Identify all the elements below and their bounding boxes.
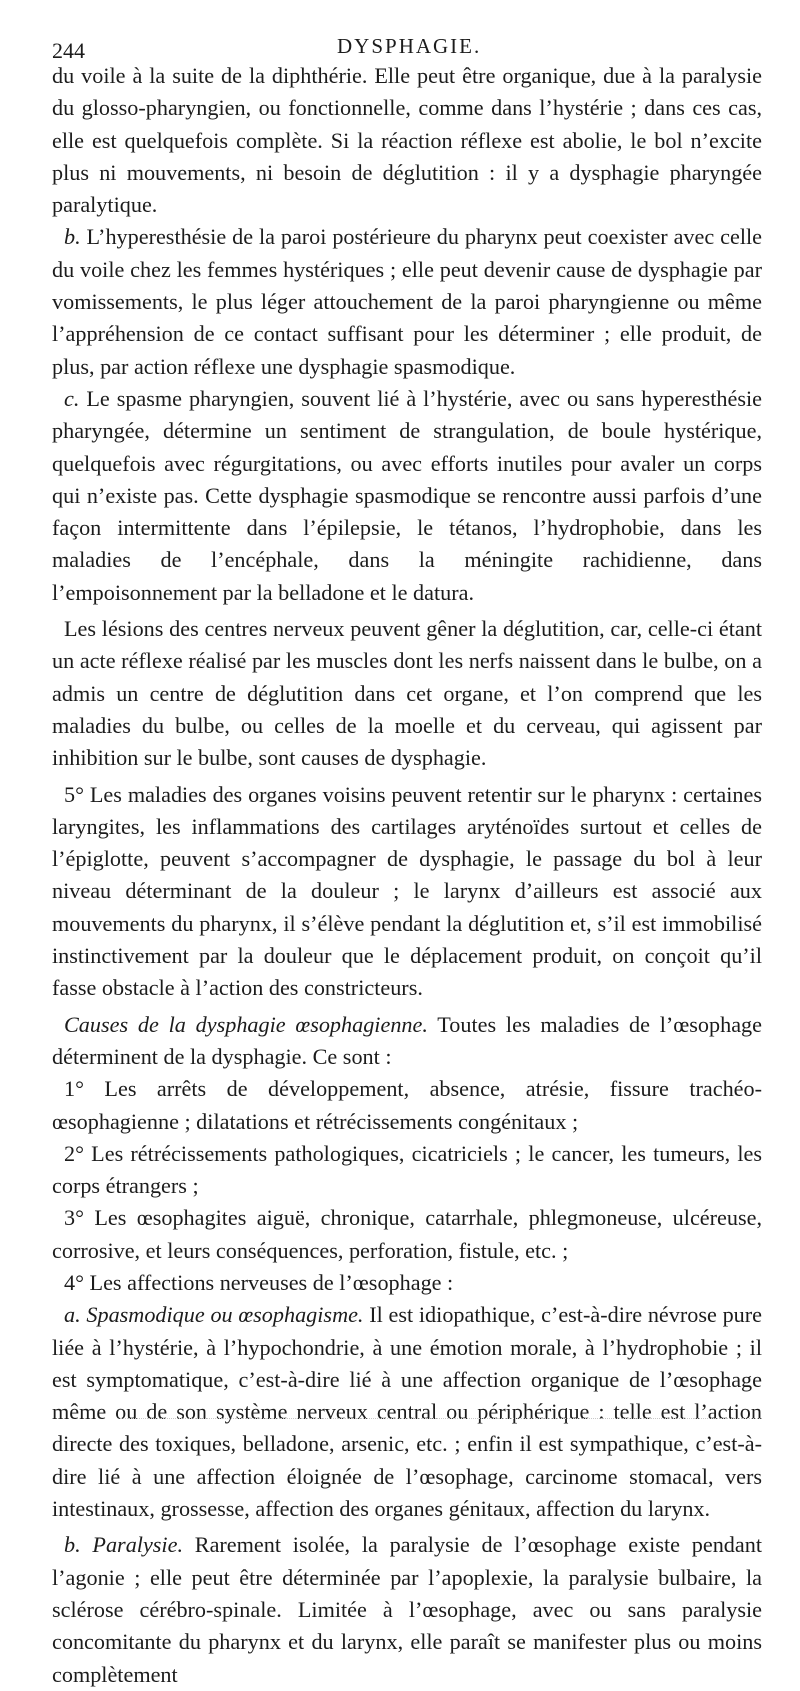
paragraph-4-text: Les lésions des centres nerveux peuvent gêner la déglutition, car, celle-ci étant un acte réflexe réalisé par les muscles dont les nerfs naissent dans le bulbe, on a admis un centre de déglutition dans cet organe, et l’on comprend que les maladies du bulbe, ou celles de la moelle et du cerveau, qui agissent par inhibition sur le bulbe, sont causes de dysphagie. — [52, 616, 762, 771]
page-number: 244 — [52, 38, 85, 63]
paragraph-10 — [52, 1267, 762, 1299]
running-head: DYSPHAGIE. — [337, 34, 482, 58]
paragraph-2-lead: b. — [64, 224, 81, 250]
paragraph-5-text: 5° Les maladies des organes voisins peuvent retentir sur le pharynx : certaines laryngites, les inflammations des cartilages aryténoïdes surtout et celles de l’épiglotte, peuvent s’accompagner de dysphagie, le passage du bol à leur niveau déterminant de la douleur ; le larynx d’ailleurs est associé aux mouvements du pharynx, il s’élève pendant la déglutition et, s’il est immobilisé instinctivement par la douleur que le déplacement produit, on conçoit qu’il fasse obstacle à l’action des constricteurs. — [52, 781, 762, 1001]
paragraph-7-text: 1° Les arrêts de développement, absence, atrésie, fissure trachéo-œsophagienne ; dilatations et rétrécissements congénitaux ; — [52, 1076, 762, 1134]
paragraph-2-text: L’hyperesthésie de la paroi postérieure du pharynx peut coexister avec celle du voile chez les femmes hystériques ; elle peut devenir cause de dysphagie par vomissements, le plus léger attouchement de la paroi pharyngienne ou même l’appréhension de ce contact suffisant pour les déterminer ; elle produit, de plus, par action réflexe une dysphagie spasmodique. — [52, 224, 762, 379]
paragraph-8 — [52, 1138, 762, 1203]
paragraph-10-text: 4° Les affections nerveuses de l’œsophage : — [64, 1269, 454, 1295]
paragraph-12-text: Rarement isolée, la paralysie de l’œsophage existe pendant l’agonie ; elle peut être déterminée par l’apoplexie, la paralysie bulbaire, la sclérose cérébro-spinale. Limitée à l’œsophage, avec ou sans paralysie concomitante du pharynx et du larynx, elle paraît se manifester plus ou moins complètement — [52, 1532, 762, 1687]
paragraph-4 — [52, 613, 762, 774]
paragraph-2 — [52, 221, 762, 382]
paragraph-11-text: Il est idiopathique, c’est-à-dire névrose pure liée à l’hystérie, à l’hypochondrie, à une émotion morale, à l’hydrophobie ; il est symptomatique, c’est-à-dire lié à une affection organique de l’œsophage même ou de son système nerveux central ou périphérique : telle est l’action directe des toxiques, belladone, arsenic, etc. ; enfin il est sympathique, c’est-à-dire lié à une affection éloignée de l’œsophage, carcinome stomacal, vers intestinaux, grossesse, affection des organes génitaux, affection du larynx. — [52, 1302, 762, 1522]
paragraph-6-lead: Causes de la dysphagie œsophagienne. — [64, 1011, 428, 1037]
paragraph-6-text: Toutes les maladies de l’œsophage déterminent de la dysphagie. Ce sont : — [52, 1011, 762, 1069]
footer-dotted-rule — [120, 1418, 760, 1419]
paragraph-12-lead: b. Paralysie. — [64, 1532, 183, 1558]
paragraph-3-text: Le spasme pharyngien, souvent lié à l’hystérie, avec ou sans hyperesthésie pharyngée, détermine un sentiment de strangulation, de boule hystérique, quelquefois avec régurgitations, ou avec efforts inutiles pour avaler un corps qui n’existe pas. Cette dysphagie spasmodique se rencontre aussi parfois d’une façon intermittente dans l’épilepsie, le tétanos, l’hydrophobie, dans les maladies de l’encéphale, dans la méningite rachidienne, dans l’empoisonnement par la belladone et le datura. — [52, 385, 762, 605]
paragraph-6 — [52, 1009, 762, 1074]
paragraph-11-lead: a. Spasmodique ou œsophagisme. — [64, 1302, 364, 1328]
paragraph-12 — [52, 1529, 762, 1690]
paragraph-11 — [52, 1299, 762, 1525]
paragraph-7 — [52, 1073, 762, 1138]
paragraph-9 — [52, 1202, 762, 1267]
paragraph-3-lead: c. — [64, 385, 80, 411]
paragraph-3 — [52, 383, 762, 609]
paragraph-9-text: 3° Les œsophagites aiguë, chronique, catarrhale, phlegmoneuse, ulcéreuse, corrosive, et leurs conséquences, perforation, fistule, etc. ; — [52, 1205, 762, 1263]
body-text — [52, 60, 762, 1691]
paragraph-1-text: du voile à la suite de la diphthérie. Elle peut être organique, due à la paralysie du glosso-pharyngien, ou fonctionnelle, comme dans l’hystérie ; dans ces cas, elle est quelquefois complète. Si la réaction réflexe est abolie, le bol n’excite plus ni mouvements, ni besoin de déglutition : il y a dysphagie pharyngée paralytique. — [52, 63, 762, 218]
paragraph-1 — [52, 60, 762, 221]
paragraph-5 — [52, 779, 762, 1005]
paragraph-8-text: 2° Les rétrécissements pathologiques, cicatriciels ; le cancer, les tumeurs, les corps étrangers ; — [52, 1140, 762, 1199]
page-header — [52, 26, 762, 63]
